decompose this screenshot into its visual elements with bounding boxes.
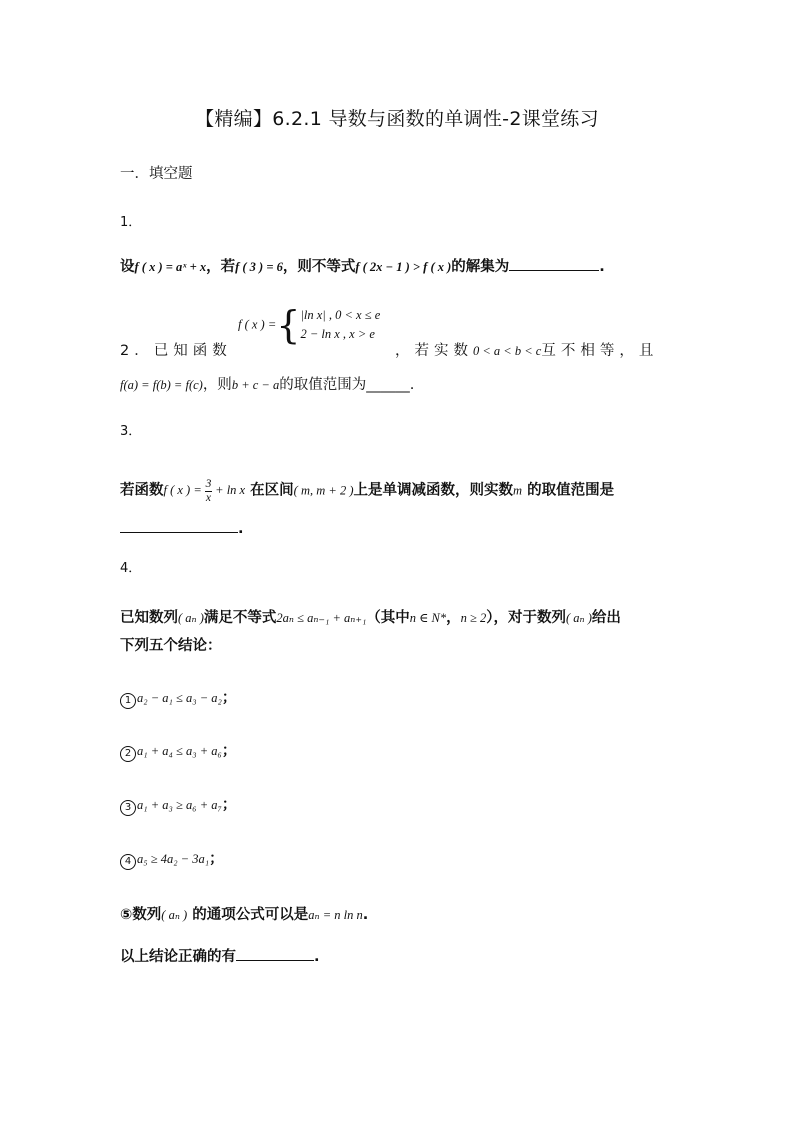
conclusion-1: 1 a₂ − a₁ ≤ a₃ − a₂； [120,686,236,709]
answer-blank [236,946,314,961]
question-4-text: 已知数列( aₙ )满足不等式2aₙ ≤ aₙ₋₁ + aₙ₊₁（其中n ∈ N*，n ≥ 2），对于数列( aₙ )给出 [120,610,621,626]
question-4-number: 4． [120,561,142,576]
section-heading: 一．填空题 [120,166,193,182]
fraction: $\frac{3}{x}$ [205,478,212,504]
math-inequality: f ( 2x − 1 ) > f ( x ) [355,260,452,274]
math-function: f ( x ) = aˣ + x [134,260,207,274]
question-1-text: 设f ( x ) = aˣ + x，若f ( 3 ) = 6，则不等式f ( 2x − 1 ) > f ( x )的解集为 . [120,255,605,276]
question-3-number: 3． [120,424,142,439]
math-condition: f ( 3 ) = 6 [235,260,283,274]
question-2-line2: f(a) = f(b) = f(c)，则b + c − a的取值范围为______. [120,377,415,393]
question-3-text: 若函数f ( x ) = $\frac{3}{x}$ + ln x 在区间( m, m + 2 )上是单调减函数，则实数m 的取值范围是 [120,478,615,504]
conclusion-2: 2 a₁ + a₄ ≤ a₃ + a₆； [120,739,236,762]
conclusion-5: ⑤数列( aₙ ) 的通项公式可以是aₙ = n ln n. [120,907,369,923]
piecewise-function: f ( x ) ={ |ln x| , 0 < x ≤ e 2 − ln x , x > e [238,303,381,347]
question-1-number: 1． [120,215,142,230]
question-4-line2: 下列五个结论： [120,638,222,654]
brace-symbol: { [276,303,301,347]
question-3-answer-line: . [120,518,244,537]
answer-blank [120,518,238,533]
conclusion-4: 4 a₅ ≥ 4a₂ − 3a₁； [120,847,224,870]
answer-blank [509,256,599,271]
conclusion-3: 3 a₁ + a₃ ≥ a₆ + a₇； [120,793,236,816]
question-2-prefix: 2．已知函数 [120,343,232,359]
question-2-tail: ，若实数0 < a < b < c互不相等，且 [395,343,659,359]
page-title: 【精编】6.2.1 导数与函数的单调性-2课堂练习 [195,108,599,130]
final-question: 以上结论正确的有 . [120,945,320,966]
